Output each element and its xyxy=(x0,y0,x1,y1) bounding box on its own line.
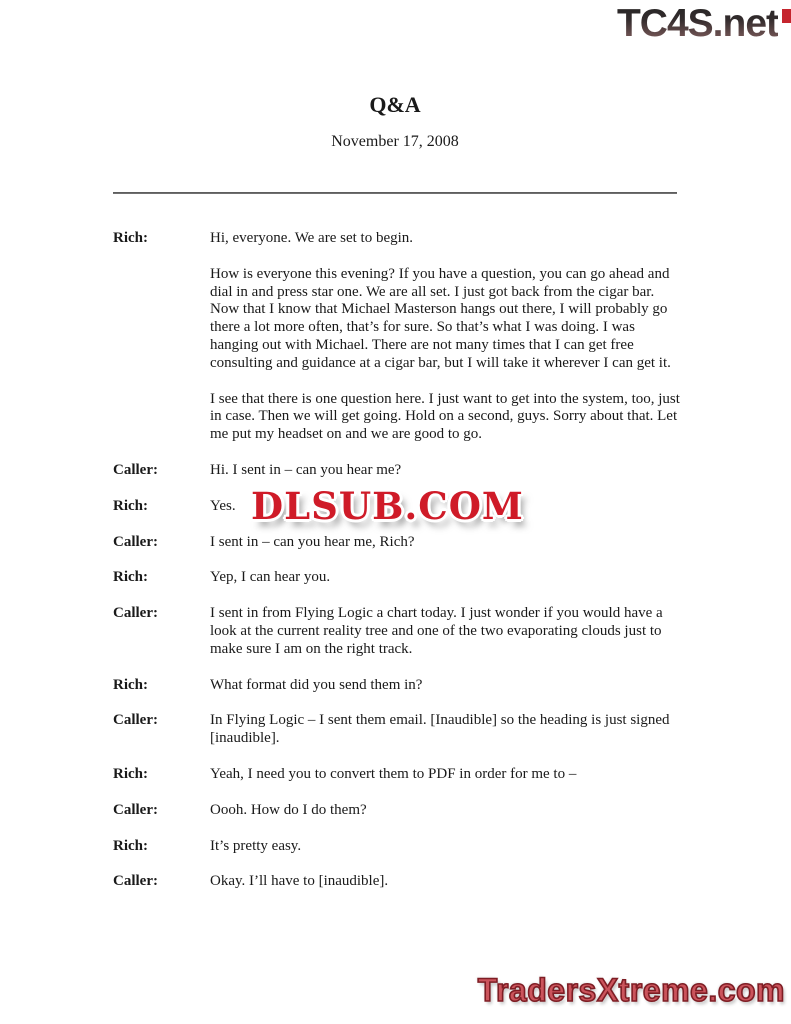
speaker-label: Caller: xyxy=(113,801,158,818)
speaker-label: Caller: xyxy=(113,712,158,729)
speaker-label: Caller: xyxy=(113,873,158,890)
transcript xyxy=(113,230,683,891)
dialogue-text xyxy=(210,873,680,891)
red-corner-mark xyxy=(782,9,791,23)
dialogue-paragraph: Yeah, I need you to convert them to PDF in order for me to – xyxy=(210,765,577,782)
dialogue-paragraph: Yes. xyxy=(210,497,236,514)
transcript-entry xyxy=(113,838,683,856)
dialogue-text xyxy=(210,462,680,480)
dialogue-text xyxy=(210,534,680,552)
transcript-entry xyxy=(113,802,683,820)
transcript-entry xyxy=(113,534,683,552)
speaker-label: Caller: xyxy=(113,533,158,550)
dialogue-paragraph: Oooh. How do I do them? xyxy=(210,801,367,818)
dialogue-text xyxy=(210,569,680,587)
dialogue-text xyxy=(210,605,680,658)
dialogue-text xyxy=(210,230,680,444)
dialogue-paragraph: I see that there is one question here. I just want to get into the system, too, just in case. Then we will get going. Hold on a second, guys. Sorry about that. Let me put my headset on and we are good to go. xyxy=(210,390,680,443)
dialogue-paragraph: How is everyone this evening? If you have a question, you can go ahead and dial in and press star one. We are all set. I just got back from the cigar bar. Now that I know that Michael Masterson hangs out there, I will probably go there a lot more often, that’s for sure. So that’s what I was doing. I was hanging out with Michael. There are not many times that I can get free consulting and guidance at a cigar bar, but I will take it wherever I can get it. xyxy=(210,265,671,371)
speaker-label: Caller: xyxy=(113,605,158,622)
tc4s-logo: TC4S.net xyxy=(616,2,778,45)
speaker-label: Rich: xyxy=(113,497,148,514)
title-block xyxy=(113,0,677,151)
dialogue-paragraph: Okay. I’ll have to [inaudible]. xyxy=(210,873,389,890)
horizontal-rule xyxy=(113,192,677,194)
document-date: November 17, 2008 xyxy=(331,133,459,150)
dialogue-text xyxy=(210,712,680,748)
dialogue-paragraph: Hi, everyone. We are set to begin. xyxy=(210,230,414,246)
page-title: Q&A xyxy=(369,92,421,117)
dialogue-text xyxy=(210,838,680,856)
speaker-label: Rich: xyxy=(113,837,148,854)
speaker-label: Rich: xyxy=(113,765,148,782)
speaker-label: Caller: xyxy=(113,461,158,478)
dialogue-text xyxy=(210,677,680,695)
transcript-entry xyxy=(113,230,683,444)
dialogue-text xyxy=(210,766,680,784)
dialogue-paragraph: Yep, I can hear you. xyxy=(210,569,331,586)
dialogue-paragraph: It’s pretty easy. xyxy=(210,837,302,854)
speaker-label: Rich: xyxy=(113,676,148,693)
dialogue-paragraph: In Flying Logic – I sent them email. [Inaudible] so the heading is just signed [inaudible]. xyxy=(210,712,670,747)
transcript-entry xyxy=(113,605,683,658)
transcript-entry xyxy=(113,569,683,587)
speaker-label: Rich: xyxy=(113,230,148,246)
transcript-entry xyxy=(113,462,683,480)
transcript-entry xyxy=(113,712,683,748)
dialogue-text xyxy=(210,802,680,820)
transcript-entry xyxy=(113,873,683,891)
dlsub-watermark: DLSUB.COM xyxy=(251,484,524,528)
dialogue-paragraph: Hi. I sent in – can you hear me? xyxy=(210,461,402,478)
dialogue-paragraph: I sent in – can you hear me, Rich? xyxy=(210,533,415,550)
speaker-label: Rich: xyxy=(113,569,148,586)
tradersxtreme-logo: TradersXtreme.com xyxy=(477,972,785,1008)
dialogue-paragraph: I sent in from Flying Logic a chart today. I just wonder if you would have a look at the current reality tree and one of the two evaporating clouds just to make sure I am on the right track. xyxy=(210,605,663,657)
dialogue-paragraph: What format did you send them in? xyxy=(210,676,423,693)
transcript-entry xyxy=(113,766,683,784)
transcript-entry xyxy=(113,677,683,695)
